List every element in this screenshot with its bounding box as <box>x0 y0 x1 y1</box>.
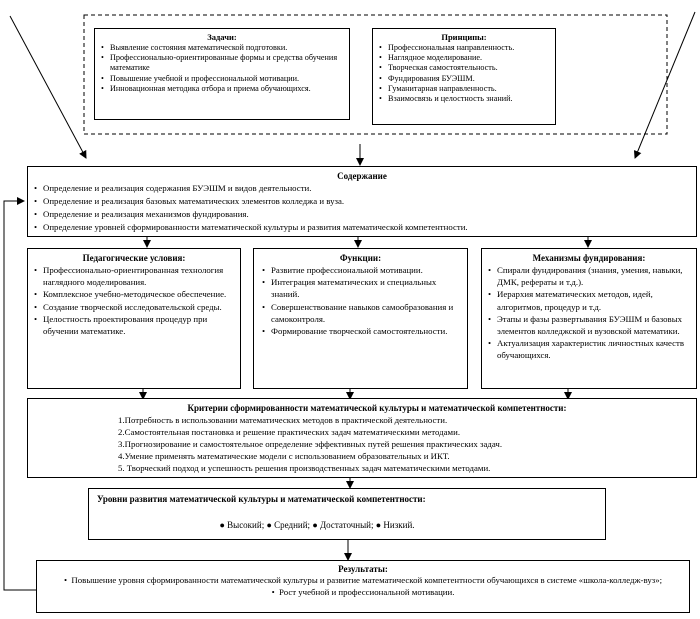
principles-item: • Фундирования БУЭШМ. <box>379 74 549 84</box>
principles-title: Принципы: <box>441 32 487 42</box>
principles-list <box>379 43 549 104</box>
mechanisms-item: • Спирали фундирования (знания, умения, навыки, ДМК, рефераты и т.д.). <box>488 264 690 288</box>
mechanisms-title: Механизмы фундирования: <box>532 253 646 263</box>
tasks-item: • Повышение учебной и профессиональной мотивации. <box>101 74 343 84</box>
content-item: • Определение уровней сформированности математической культуры и развития математической компетентности. <box>34 221 690 234</box>
tasks-item: • Выявление состояния математической подготовки. <box>101 43 343 53</box>
criteria-item: 1.Потребность в использовании математических методов в практической деятельности. <box>118 415 448 425</box>
criteria-item: 4.Умение применять математические модели с использованием образовательных и ИКТ. <box>118 451 450 461</box>
tasks-list <box>101 43 343 94</box>
principles-box <box>372 28 556 125</box>
conditions-item: • Комплексное учебно-методическое обеспечение. <box>34 288 234 300</box>
functions-box <box>253 248 468 389</box>
results-box <box>36 560 690 613</box>
levels-row: ● Высокий; ● Средний; ● Достаточный; ● Низкий. <box>219 520 415 530</box>
criteria-list <box>118 414 636 474</box>
principles-item: • Профессиональная направленность. <box>379 43 549 53</box>
results-item: • Повышение уровня сформированности математической культуры и развитие математической компетентности обучающихся в системе «школа-колледж-вуз»; <box>63 575 663 585</box>
content-item: • Определение и реализация механизмов фундирования. <box>34 208 690 221</box>
level-high: Высокий; <box>227 520 265 530</box>
results-title: Результаты: <box>338 564 388 574</box>
content-item: • Определение и реализация базовых математических элементов колледжа и вуза. <box>34 195 690 208</box>
content-item: • Определение и реализация содержания БУЭШМ и видов деятельности. <box>34 182 690 195</box>
functions-list <box>262 264 459 337</box>
criteria-item: 5. Творческий подход и успешность решения производственных задач математическими методами. <box>118 463 491 473</box>
mechanisms-item: • Этапы и фазы развертывания БУЭШМ и базовых элементов колледжской и вузовской математики. <box>488 313 690 337</box>
conditions-list <box>34 264 234 337</box>
level-medium: Средний; <box>274 520 311 530</box>
mechanisms-item: • Иерархия математических методов, идей, алгоритмов, процедур и т.д. <box>488 288 690 312</box>
levels-title: Уровни развития математической культуры и математической компетентности: <box>97 494 426 504</box>
arrow-left-diagonal <box>10 16 86 158</box>
conditions-item: • Профессионально-ориентированная технология наглядного моделирования. <box>34 264 234 288</box>
principles-item: • Гуманитарная направленность. <box>379 84 549 94</box>
principles-item: • Творческая самостоятельность. <box>379 63 549 73</box>
criteria-item: 2.Самостоятельная постановка и решение практических задач математическими методами. <box>118 427 461 437</box>
conditions-box <box>27 248 241 389</box>
criteria-title: Критерии сформированности математической культуры и математической компетентности: <box>187 403 567 413</box>
tasks-item: • Профессионально-ориентированные формы и средства обучения математике <box>101 53 343 73</box>
principles-item: • Взаимосвязь и целостность знаний. <box>379 94 549 104</box>
functions-title: Функции: <box>339 253 382 263</box>
tasks-item: • Инновационная методика отбора и приема обучающихся. <box>101 84 343 94</box>
content-title: Содержание <box>337 171 387 181</box>
conditions-item: • Создание творческой исследовательской среды. <box>34 301 234 313</box>
results-list <box>45 575 681 598</box>
criteria-item: 3.Прогнозирование и самостоятельное определение эффективных путей решения практических задач. <box>118 439 503 449</box>
functions-item: • Интеграция математических и специальных знаний. <box>262 276 459 300</box>
tasks-title: Задачи: <box>207 32 237 42</box>
content-box <box>27 166 697 237</box>
tasks-box <box>94 28 350 120</box>
functions-item: • Формирование творческой самостоятельности. <box>262 325 459 337</box>
levels-box <box>88 488 606 540</box>
mechanisms-list <box>488 264 690 362</box>
level-low: Низкий. <box>383 520 415 530</box>
conditions-item: • Целостность проектирования процедур при обучении математике. <box>34 313 234 337</box>
criteria-box <box>27 398 697 478</box>
mechanisms-item: • Актуализация характеристик личностных качеств обучающихся. <box>488 337 690 361</box>
level-sufficient: Достаточный; <box>320 520 374 530</box>
principles-item: • Наглядное моделирование. <box>379 53 549 63</box>
functions-item: • Развитие профессиональной мотивации. <box>262 264 459 276</box>
conditions-title: Педагогические условия: <box>82 253 186 263</box>
mechanisms-box <box>481 248 697 389</box>
arrow-right-diagonal <box>635 12 695 158</box>
results-item: • Рост учебной и профессиональной мотивации. <box>271 586 455 597</box>
functions-item: • Совершенствование навыков самообразования и самоконтроля. <box>262 301 459 325</box>
content-list <box>34 182 690 234</box>
